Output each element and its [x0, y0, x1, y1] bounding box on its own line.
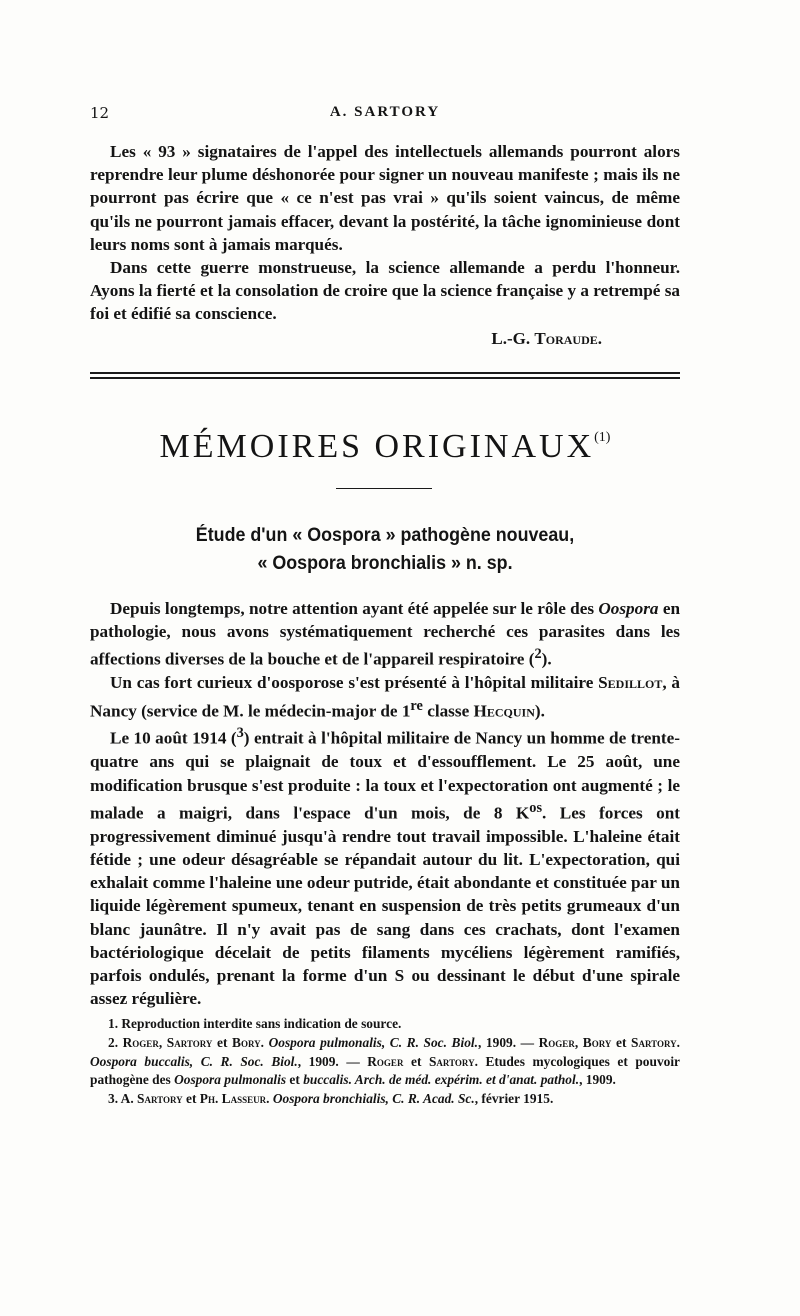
intro-paragraph-2: Dans cette guerre monstrueuse, la science allemande a perdu l'honneur. Ayons la fierté et la consolation de croire que la science française y a retrempé sa foi et édifié sa conscience.	[90, 258, 680, 324]
article-title	[108, 522, 663, 578]
signature-name: Toraude.	[534, 329, 602, 348]
footnote-ref-2: 2	[534, 646, 542, 663]
body-paragraph-3: Le 10 août 1914 ($^3$) entrait à l'hôpital militaire de Nancy un homme de trente-quatre ans qui se plaignait de toux et d'essoufflement. Le 25 août, une modification brusque s'est produite : la toux et l'expectoration ont augmenté ; le malade a maigri, dans l'espace d'un mois, de 8 $K^{os}$. Les forces ont progressivement diminué jusqu'à rendre tout travail impossible. L'haleine était fétide ; une odeur désagréable se répandait autour du lit. L'expectoration, qui exhalait comme l'haleine une odeur putride, était abondante et constituée par un liquide légèrement spumeux, tenant en suspension de très petits grumeaux d'un blanc jaunâtre. Il n'y avait pas de sang dans ces crachats, dont l'examen bactériologique décelait de petits filaments mycéliens légèrement ramifiés, parfois ondulés, prenant la forme d'un S ou dessinant le début d'une spirale assez régulière.	[90, 725, 680, 1009]
footnote-1: 1. Reproduction interdite sans indication de source.	[108, 1016, 402, 1031]
article-title-line-2: « Oospora bronchialis » n. sp.	[257, 553, 513, 574]
intro-paragraph-1: Les « 93 » signataires de l'appel des intellectuels allemands pourront alors reprendre leur plume déshonorée pour signer un nouveau manifeste ; mais ils ne pourront pas écrire que « ce n'est pas vrai » qu'ils soient vaincus, de même qu'ils ne pourront jamais effacer, devant la postérité, la tâche ignominieuse dont leurs noms sont à jamais marqués.	[90, 142, 680, 254]
double-rule-top	[90, 372, 680, 374]
page-number: 12	[90, 104, 110, 122]
article-title-line-1: Étude d'un « Oospora » pathogène nouveau,	[195, 525, 575, 546]
section-title-text: MÉMOIRES ORIGINAUX	[159, 428, 595, 465]
footnote-3: 3. A. Sartory et Ph. Lasseur. Oospora bronchialis, C. R. Acad. Sc., février 1915.	[108, 1091, 554, 1107]
running-head	[90, 104, 680, 126]
footnote-ref-3: 3	[236, 725, 244, 742]
article-body	[90, 597, 680, 1010]
section-title	[90, 428, 680, 466]
intro-text	[90, 140, 680, 326]
section-title-note: (1)	[594, 430, 611, 445]
title-separator	[336, 488, 432, 489]
signature	[491, 329, 602, 349]
body-paragraph-1: Depuis longtemps, notre attention ayant été appelée sur le rôle des Oospora en pathologie, nous avons systématiquement recherché ces parasites dans les affections diverses de la bouche et de l'appareil respiratoire ($^2$).	[90, 599, 681, 670]
running-title: A. SARTORY	[329, 104, 441, 120]
double-rule-bottom	[90, 377, 680, 379]
body-paragraph-2: Un cas fort curieux d'oosporose s'est présenté à l'hôpital militaire Sedillot, à Nancy (service de M. le médecin-major de 1re classe Hecquin).	[90, 673, 680, 721]
footnote-2: 2. Roger, Sartory et Bory. Oospora pulmonalis, C. R. Soc. Biol., 1909. — Roger, Bory et Sartory. Oospora buccalis, C. R. Soc. Biol., 1909. — Roger et Sartory. Etudes mycologiques et pouvoir pathogène des Oospora pulmonalis et buccalis. Arch. de méd. expérim. et d'anat. pathol., 1909.	[90, 1034, 681, 1088]
signature-initials: L.-G.	[491, 329, 531, 348]
footnotes	[90, 1015, 680, 1109]
